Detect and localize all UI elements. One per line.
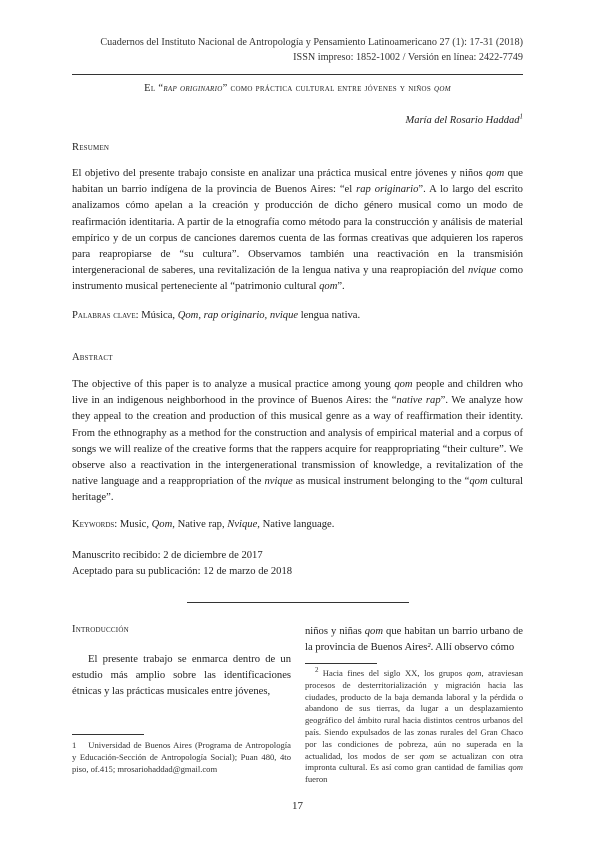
footnote-rule-left <box>72 734 144 735</box>
article-title: El “rap originario” como práctica cultural entre jóvenes y niños qom <box>144 83 451 94</box>
abstract-heading: Abstract <box>72 352 113 363</box>
footnote-2-text: Hacia fines del siglo XX, los grupos qom, atraviesan procesos de desterritorialización y migración hacia las ciudades, producto de la baja demanda laboral y la pérdida o abandono de sus tierras, da lugar a un desplazamiento geográfico del ámbito rural hacia distintos centros urbanos del país. Siendo expulsados de las zonas rurales del Gran Chaco por las condiciones de pobreza, aún no superada en la actualidad, los modos de ser qom se actualizan con otra impronta cultural. Es así como gran cantidad de familias qom fueron <box>305 668 523 785</box>
received-date: Manuscrito recibido: 2 de diciembre de 2017 <box>72 550 263 561</box>
resumen-body: El objetivo del presente trabajo consiste en analizar una práctica musical entre jóvenes y niños qom que habitan un barrio indígena de la provincia de Buenos Aires: “el rap originario”. A lo largo del escrito analizamos cómo apelan a la creación y producción de dicho género musical como un modo de reafirmación identitaria. A partir de la etnografía como método para la construcción y análisis de material empírico y de un corpus de canciones daremos cuenta de las formas creativas que adquieren los raperos para reapropiarse de “su cultura”. Observamos también una reactivación en la transmisión intergeneracional de saberes, una revitalización de la lengua nativa y una reapropiación del nvique como instrumento musical perteneciente al “patrimonio cultural qom”. <box>72 168 523 293</box>
footnote-1-text: Universidad de Buenos Aires (Programa de Antropología y Educación-Sección de Antropología Social); Puan 480, 4to piso, of.415; mrosariohaddad@gmail.com <box>72 740 291 774</box>
header-rule <box>72 74 523 75</box>
introduccion-heading: Introducción <box>72 624 129 635</box>
footnote-1-mark: 1 <box>72 740 77 750</box>
accepted-date: Aceptado para su publicación: 12 de marzo de 2018 <box>72 566 293 577</box>
introduccion-left-body: El presente trabajo se enmarca dentro de un estudio más amplio sobre las identificaciones étnicas y las prácticas musicales entre jóvenes, <box>72 654 292 698</box>
footnote-1 <box>72 740 291 775</box>
footnote-2 <box>305 668 523 786</box>
author-footnote-mark: 1 <box>519 112 523 121</box>
resumen-heading: Resumen <box>72 142 110 153</box>
issn-line: ISSN impreso: 1852-1002 / Versión en línea: 2422-7749 <box>293 52 523 63</box>
page-number: 17 <box>292 800 303 812</box>
keywords: Keywords: Music, Qom, Native rap, Nvique, Native language. <box>72 519 335 530</box>
journal-header: Cuadernos del Instituto Nacional de Antropología y Pensamiento Latinoamericano 27 (1): 17-31 (2018) <box>100 37 523 48</box>
footnote-2-mark: 2 <box>315 666 319 675</box>
palabras-clave: Palabras clave: Música, Qom, rap originario, nvique lengua nativa. <box>72 310 361 321</box>
section-divider <box>187 602 409 603</box>
introduccion-right-body: niños y niñas qom que habitan un barrio urbano de la provincia de Buenos Aires². Allí observo cómo <box>305 626 523 654</box>
abstract-body: The objective of this paper is to analyze a musical practice among young qom people and children who live in an indigenous neighborhood in the province of Buenos Aires: the “native rap”. We analyze how they appeal to the creation and production of this musical genre as a way of reaffirmation their identity. From the ethnography as a method for the construction and analysis of empirical material and a corpus of songs we will realize of the creative forms that the rappers acquire for reappropriating “their culture”. We observe also a reactivation in the intergenerational transmission of knowledge, a revitalization of the native language and a reappropriation of the nvique as musical instrument belonging to the “qom cultural heritage”. <box>72 379 524 504</box>
author-name: María del Rosario Haddad$^1$ <box>405 112 523 126</box>
footnote-rule-right <box>305 663 377 664</box>
